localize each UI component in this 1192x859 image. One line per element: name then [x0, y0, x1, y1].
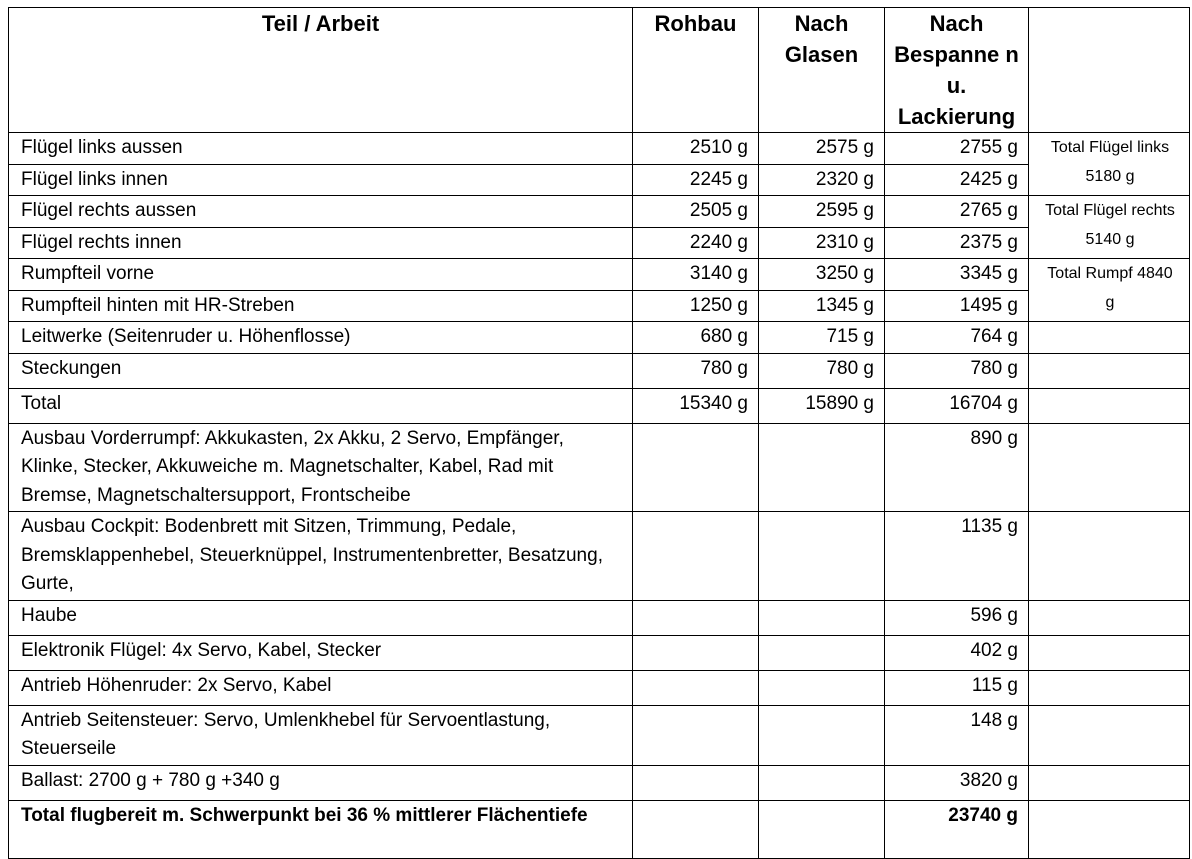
table-row — [9, 227, 1190, 259]
row-label: Flügel links innen — [9, 164, 633, 196]
row-lackierung: 2765 g — [885, 196, 1029, 228]
row-glasen: 15890 g — [759, 388, 885, 423]
note-total-rechts: Total Flügel rechts 5140 g — [1029, 196, 1190, 259]
row-rohbau — [633, 765, 759, 800]
row-label: Steckungen — [9, 353, 633, 388]
row-glasen — [759, 512, 885, 601]
row-glasen — [759, 423, 885, 512]
row-label: Total — [9, 388, 633, 423]
table-row — [9, 164, 1190, 196]
row-rohbau: 2510 g — [633, 133, 759, 165]
row-extra — [1029, 423, 1190, 512]
row-glasen — [759, 705, 885, 765]
row-glasen: 1345 g — [759, 290, 885, 322]
row-extra — [1029, 670, 1190, 705]
row-rohbau: 1250 g — [633, 290, 759, 322]
row-label: Total flugbereit m. Schwerpunkt bei 36 % mittlerer Flächentiefe — [9, 800, 633, 858]
row-label: Flügel rechts aussen — [9, 196, 633, 228]
row-rohbau — [633, 600, 759, 635]
header-row — [9, 8, 1190, 133]
table-row — [9, 705, 1190, 765]
table-row — [9, 259, 1190, 291]
row-label: Ausbau Cockpit: Bodenbrett mit Sitzen, Trimmung, Pedale, Bremsklappenhebel, Steuerknüppel, Instrumentenbretter, Besatzung, Gurte, — [9, 512, 633, 601]
row-rohbau — [633, 512, 759, 601]
row-glasen — [759, 635, 885, 670]
row-glasen: 3250 g — [759, 259, 885, 291]
row-glasen: 2575 g — [759, 133, 885, 165]
row-label: Flügel rechts innen — [9, 227, 633, 259]
row-lackierung: 1495 g — [885, 290, 1029, 322]
row-label: Ausbau Vorderrumpf: Akkukasten, 2x Akku, 2 Servo, Empfänger, Klinke, Stecker, Akkuweiche m. Magnetschalter, Kabel, Rad mit Bremse, Magnetschaltersupport, Frontscheibe — [9, 423, 633, 512]
row-extra — [1029, 600, 1190, 635]
header-extra — [1029, 8, 1190, 133]
table-row — [9, 765, 1190, 800]
row-glasen: 2310 g — [759, 227, 885, 259]
row-glasen — [759, 600, 885, 635]
note-total-links: Total Flügel links 5180 g — [1029, 133, 1190, 196]
row-label: Leitwerke (Seitenruder u. Höhenflosse) — [9, 322, 633, 354]
row-lackierung: 16704 g — [885, 388, 1029, 423]
row-label: Elektronik Flügel: 4x Servo, Kabel, Stecker — [9, 635, 633, 670]
row-extra — [1029, 322, 1190, 354]
row-extra — [1029, 353, 1190, 388]
row-rohbau: 2240 g — [633, 227, 759, 259]
table-row — [9, 133, 1190, 165]
row-label: Flügel links aussen — [9, 133, 633, 165]
row-glasen: 2320 g — [759, 164, 885, 196]
table-row — [9, 196, 1190, 228]
row-lackierung: 402 g — [885, 635, 1029, 670]
row-extra — [1029, 705, 1190, 765]
row-label: Antrieb Seitensteuer: Servo, Umlenkhebel für Servoentlastung, Steuerseile — [9, 705, 633, 765]
table-row — [9, 423, 1190, 512]
row-rohbau: 3140 g — [633, 259, 759, 291]
table-row — [9, 290, 1190, 322]
row-label: Antrieb Höhenruder: 2x Servo, Kabel — [9, 670, 633, 705]
header-rohbau: Rohbau — [633, 8, 759, 133]
row-extra — [1029, 388, 1190, 423]
row-lackierung: 1135 g — [885, 512, 1029, 601]
table-row — [9, 322, 1190, 354]
row-lackierung: 3820 g — [885, 765, 1029, 800]
row-rohbau: 2505 g — [633, 196, 759, 228]
row-rohbau — [633, 670, 759, 705]
row-rohbau: 680 g — [633, 322, 759, 354]
row-lackierung: 2375 g — [885, 227, 1029, 259]
row-rohbau: 15340 g — [633, 388, 759, 423]
row-glasen — [759, 765, 885, 800]
row-lackierung: 3345 g — [885, 259, 1029, 291]
row-glasen — [759, 670, 885, 705]
table-row — [9, 388, 1190, 423]
row-lackierung: 764 g — [885, 322, 1029, 354]
row-rohbau: 2245 g — [633, 164, 759, 196]
header-part: Teil / Arbeit — [9, 8, 633, 133]
row-rohbau — [633, 423, 759, 512]
row-glasen: 2595 g — [759, 196, 885, 228]
table-row — [9, 670, 1190, 705]
row-glasen — [759, 800, 885, 858]
row-rohbau — [633, 800, 759, 858]
row-lackierung: 2755 g — [885, 133, 1029, 165]
row-extra — [1029, 765, 1190, 800]
row-label: Ballast: 2700 g + 780 g +340 g — [9, 765, 633, 800]
row-label: Rumpfteil vorne — [9, 259, 633, 291]
row-extra — [1029, 635, 1190, 670]
row-label: Haube — [9, 600, 633, 635]
row-lackierung: 596 g — [885, 600, 1029, 635]
row-lackierung: 115 g — [885, 670, 1029, 705]
table-row — [9, 353, 1190, 388]
row-extra — [1029, 800, 1190, 858]
header-lackierung: Nach Bespanne n u. Lackierung — [885, 8, 1029, 133]
note-total-rumpf: Total Rumpf 4840 g — [1029, 259, 1190, 322]
row-lackierung: 780 g — [885, 353, 1029, 388]
total-row — [9, 800, 1190, 858]
table-row — [9, 512, 1190, 601]
row-lackierung: 148 g — [885, 705, 1029, 765]
table-row — [9, 600, 1190, 635]
row-lackierung: 2425 g — [885, 164, 1029, 196]
row-lackierung: 890 g — [885, 423, 1029, 512]
row-rohbau — [633, 705, 759, 765]
table-row — [9, 635, 1190, 670]
weight-table — [8, 7, 1190, 859]
row-rohbau: 780 g — [633, 353, 759, 388]
row-label: Rumpfteil hinten mit HR-Streben — [9, 290, 633, 322]
row-lackierung: 23740 g — [885, 800, 1029, 858]
row-glasen: 715 g — [759, 322, 885, 354]
header-glasen: Nach Glasen — [759, 8, 885, 133]
row-extra — [1029, 512, 1190, 601]
row-glasen: 780 g — [759, 353, 885, 388]
row-rohbau — [633, 635, 759, 670]
